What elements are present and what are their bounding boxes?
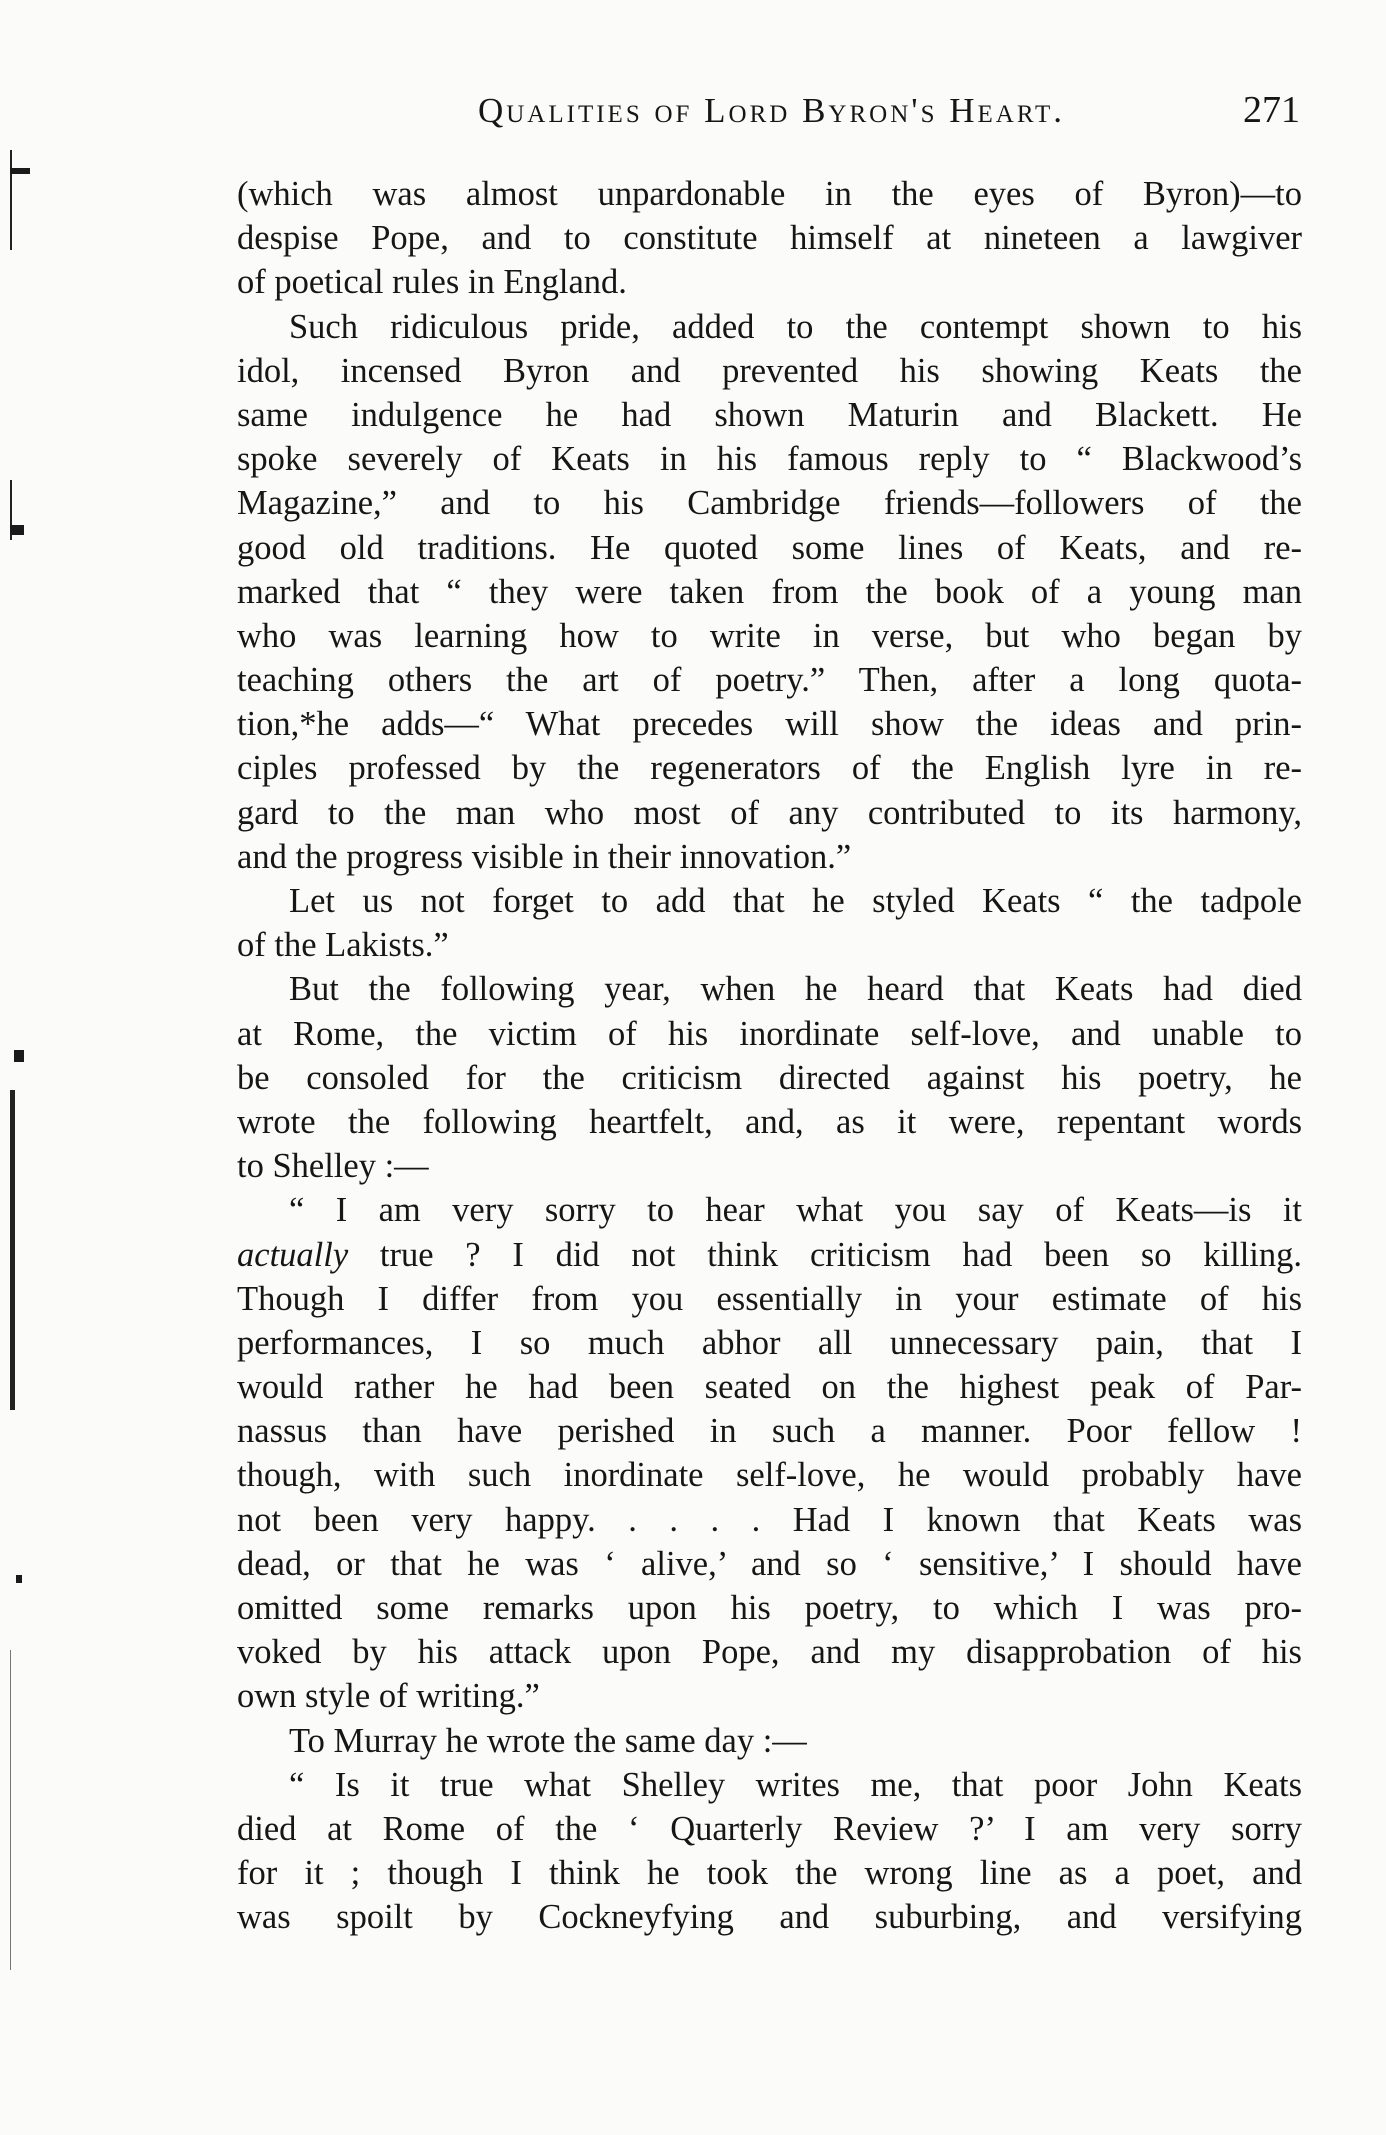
text-line: Let us not forget to add that he styled Keats “ the tadpole <box>289 882 1302 920</box>
gutter-rule <box>10 150 12 250</box>
text-line: spoke severely of Keats in his famous reply to “ Blackwood’s <box>237 440 1302 479</box>
text-line: good old traditions. He quoted some lines of Keats, and re- <box>237 528 1302 567</box>
text-line: was spoilt by Cockneyfying and suburbing, and versifying <box>237 1898 1302 1937</box>
text-line: gard to the man who most of any contributed to its harmony, <box>237 793 1302 832</box>
text-line: and the progress visible in their innovation.” <box>237 837 852 876</box>
text-line: But the following year, when he heard that Keats had died <box>289 970 1302 1009</box>
text-line: (which was almost unpardonable in the eyes of Byron)—to <box>237 175 1302 213</box>
text-line: To Murray he wrote the same day :— <box>289 1721 807 1760</box>
text-line: would rather he had been seated on the highest peak of Par- <box>237 1368 1302 1407</box>
body-text <box>237 172 1302 1940</box>
text-line: idol, incensed Byron and prevented his showing Keats the <box>237 351 1302 390</box>
text-line: voked by his attack upon Pope, and my disapprobation of his <box>237 1633 1302 1672</box>
text-line: Such ridiculous pride, added to the contempt shown to his <box>289 307 1302 346</box>
text-line: at Rome, the victim of his inordinate self-love, and unable to <box>237 1014 1302 1053</box>
emphasis: actually <box>237 1235 349 1274</box>
text-line: marked that “ they were taken from the book of a young man <box>237 572 1302 611</box>
gutter-mark <box>14 1050 24 1062</box>
gutter-rule <box>10 1650 11 1970</box>
running-header <box>300 88 1300 148</box>
text-line: actually true ? I did not think criticism had been so killing. <box>237 1235 1302 1274</box>
gutter-mark <box>16 1575 22 1583</box>
text-line: omitted some remarks upon his poetry, to which I was pro- <box>237 1589 1302 1627</box>
text-line: dead, or that he was ‘ alive,’ and so ‘ sensitive,’ I should have <box>237 1544 1302 1583</box>
running-title: Qualities of Lord Byron's Heart. <box>477 91 1066 130</box>
text-line: to Shelley :— <box>237 1147 429 1186</box>
text-line: died at Rome of the ‘ Quarterly Review ?’ I am very sorry <box>237 1809 1302 1848</box>
text-line: same indulgence he had shown Maturin and Blackett. He <box>237 395 1302 434</box>
text-line: despise Pope, and to constitute himself at nineteen a lawgiver <box>237 219 1302 258</box>
text-line: who was learning how to write in verse, but who began by <box>237 616 1302 655</box>
text-line: ciples professed by the regenerators of the English lyre in re- <box>237 749 1302 788</box>
text-line: of poetical rules in England. <box>237 263 627 302</box>
text-line: be consoled for the criticism directed against his poetry, he <box>237 1058 1302 1097</box>
text-line: wrote the following heartfelt, and, as it were, repentant words <box>237 1102 1302 1141</box>
text-line: “ Is it true what Shelley writes me, that poor John Keats <box>289 1765 1302 1804</box>
gutter-mark <box>10 525 24 535</box>
text-line: though, with such inordinate self-love, he would probably have <box>237 1456 1302 1495</box>
text-line: not been very happy. . . . . Had I known that Keats was <box>237 1500 1302 1539</box>
text-line: Magazine,” and to his Cambridge friends—followers of the <box>237 484 1302 523</box>
text-line: “ I am very sorry to hear what you say of Keats—is it <box>289 1191 1302 1230</box>
gutter-rule <box>10 1090 15 1410</box>
text-line: tion,*he adds—“ What precedes will show the ideas and prin- <box>237 705 1302 744</box>
text-line: teaching others the art of poetry.” Then, after a long quota- <box>237 661 1302 700</box>
text-line: performances, I so much abhor all unnecessary pain, that I <box>237 1323 1302 1362</box>
page-number: 271 <box>1243 89 1300 131</box>
gutter-mark <box>10 168 30 174</box>
text-line: own style of writing.” <box>237 1677 540 1716</box>
text-line: nassus than have perished in such a manner. Poor fellow ! <box>237 1412 1302 1451</box>
text-line: for it ; though I think he took the wrong line as a poet, and <box>237 1854 1302 1893</box>
text-line: of the Lakists.” <box>237 926 449 965</box>
text-line: Though I differ from you essentially in your estimate of his <box>237 1279 1302 1318</box>
